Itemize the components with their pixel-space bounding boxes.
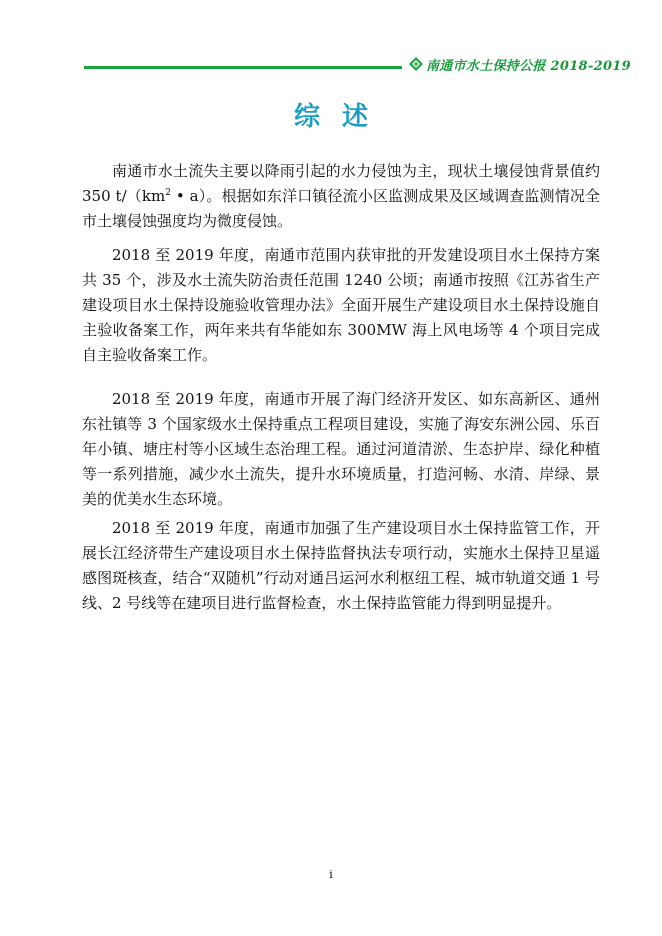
paragraph-4: 2018 至 2019 年度，南通市加强了生产建设项目水土保持监管工作，开展长江经济带生产建设项目水土保持监督执法专项行动，实施水土保持卫星遥感图斑核查，结合“双随机”行动对通吕运河水利枢纽工程、城市轨道交通 1 号线、2 号线等在建项目进行监督检查，水土保持监管能力得到明显提升。 xyxy=(82,519,600,612)
header-rule xyxy=(84,66,402,69)
page-number: i xyxy=(329,868,333,881)
page-title: 综述 xyxy=(293,102,390,132)
body-text xyxy=(82,159,600,616)
diamond-logo-icon xyxy=(409,57,423,71)
superscript-2: 2 xyxy=(165,188,171,198)
paragraph-2: 2018 至 2019 年度，南通市范围内获审批的开发建设项目水土保持方案共 35 个，涉及水土流失防治责任范围 1240 公顷；南通市按照《江苏省生产建设项目水土保持设施验收管理办法》全面开展生产建设项目水土保持设施自主验收备案工作，两年来共有华能如东 300MW 海上风电场等 4 个项目完成自主验收备案工作。 xyxy=(82,246,600,364)
paragraph-1-text-b: • a）。根据如东洋口镇径流小区监测成果及区域调查监测情况全市土壤侵蚀强度均为微度侵蚀。 xyxy=(82,187,600,230)
paragraph-1 xyxy=(82,159,600,234)
paragraph-3: 2018 至 2019 年度，南通市开展了海门经济开发区、如东高新区、通州东社镇等 3 个国家级水土保持重点工程项目建设，实施了海安东洲公园、乐百年小镇、塘庄村等小区域生态治理工程。通过河道清淤、生态护岸、绿化种植等一系列措施，减少水土流失，提升水环境质量，打造河畅、水清、岸绿、景美的优美水生态环境。 xyxy=(82,390,600,508)
paragraph-1-text-a: 南通市水土流失主要以降雨引起的水力侵蚀为主，现状土壤侵蚀背景值约 350 t/（km xyxy=(82,162,600,205)
header-title: 南通市水土保持公报 2018-2019 xyxy=(426,59,631,74)
